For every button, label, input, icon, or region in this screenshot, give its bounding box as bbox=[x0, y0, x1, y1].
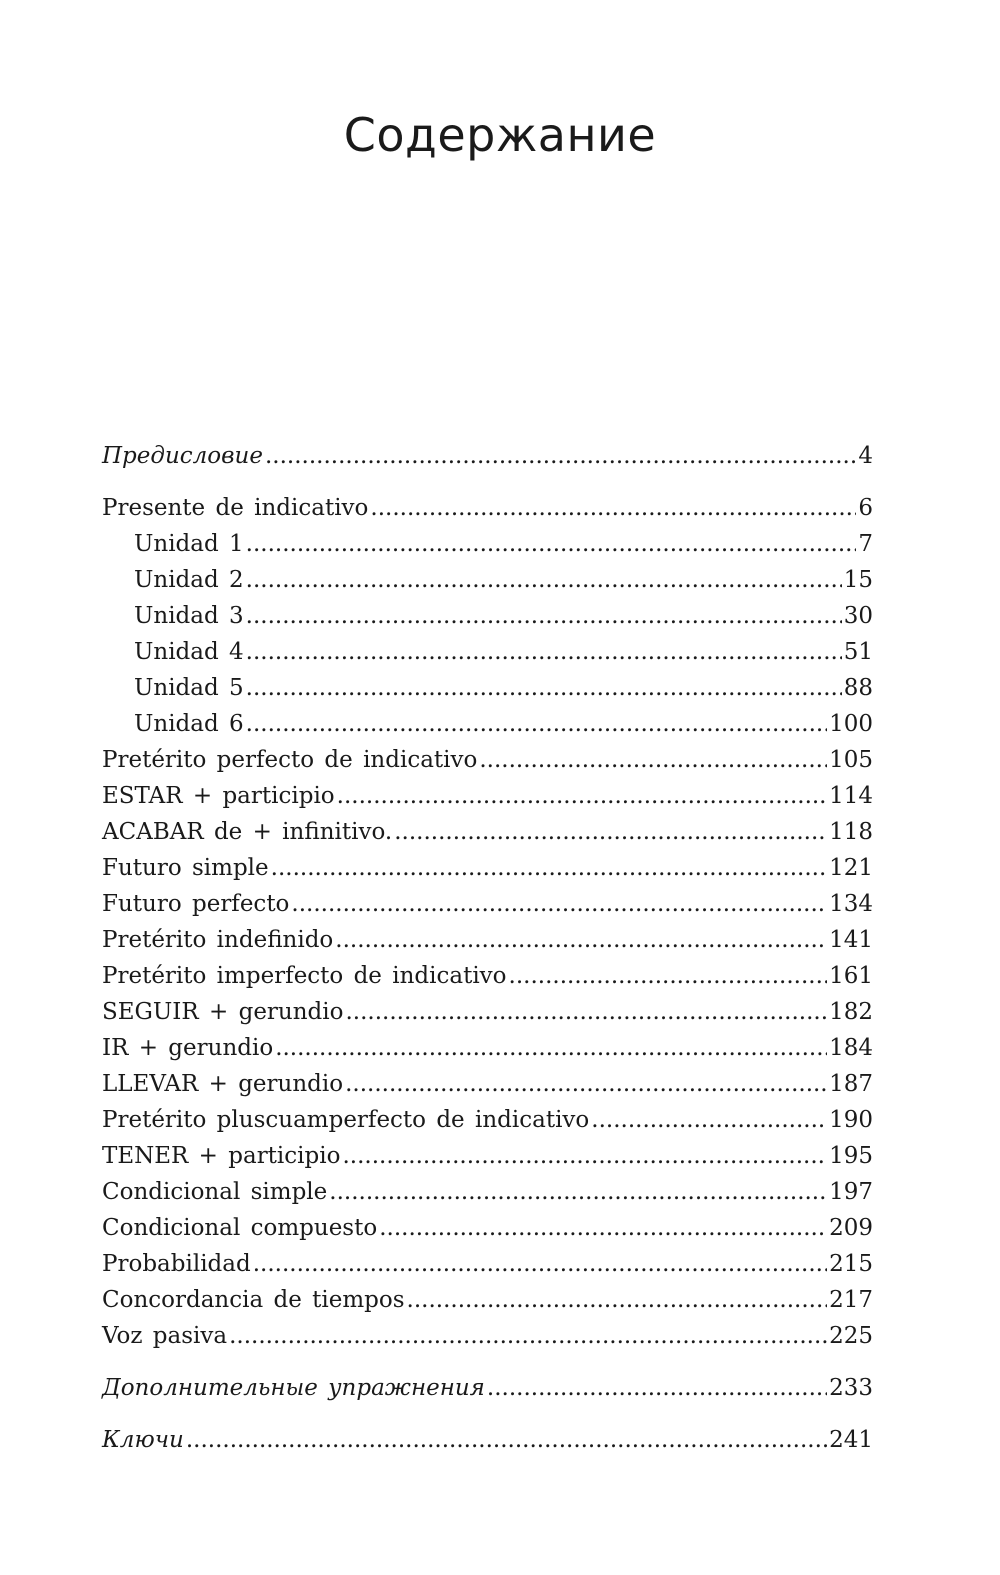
toc-entry-page-number: 15 bbox=[843, 567, 873, 593]
toc-entry-label: Voz pasiva bbox=[102, 1323, 228, 1349]
toc-entry[interactable] bbox=[102, 598, 873, 634]
toc-entry[interactable] bbox=[102, 778, 873, 814]
toc-entry-label: Pretérito perfecto de indicativo bbox=[102, 747, 478, 773]
toc-entry[interactable] bbox=[102, 634, 873, 670]
dot-leader bbox=[335, 922, 827, 958]
toc-entry-label: Condicional compuesto bbox=[102, 1215, 378, 1241]
toc-entry[interactable] bbox=[102, 922, 873, 958]
toc-entry-label: Предисловие bbox=[102, 443, 263, 469]
toc-entry-label: Futuro simple bbox=[102, 855, 269, 881]
toc-entry[interactable] bbox=[102, 1066, 873, 1102]
toc-entry-page-number: 6 bbox=[858, 495, 873, 521]
toc-entry-page-number: 190 bbox=[829, 1107, 873, 1133]
toc-entry[interactable] bbox=[102, 1370, 873, 1406]
dot-leader bbox=[291, 886, 827, 922]
toc-entry[interactable] bbox=[102, 670, 873, 706]
toc-entry-label: IR + gerundio bbox=[102, 1035, 274, 1061]
toc-entry-page-number: 30 bbox=[843, 603, 873, 629]
dot-leader bbox=[186, 1422, 827, 1458]
toc-entry-page-number: 141 bbox=[829, 927, 873, 953]
toc-entry[interactable] bbox=[102, 1174, 873, 1210]
toc-entry-page-number: 233 bbox=[829, 1375, 873, 1401]
toc-entry-label: Unidad 1 bbox=[134, 531, 244, 557]
dot-leader bbox=[591, 1102, 827, 1138]
toc-entry-page-number: 4 bbox=[858, 443, 873, 469]
toc-entry[interactable] bbox=[102, 526, 873, 562]
toc-entry-page-number: 121 bbox=[829, 855, 873, 881]
toc-entry[interactable] bbox=[102, 1210, 873, 1246]
toc-entry[interactable] bbox=[102, 742, 873, 778]
toc-entry-page-number: 7 bbox=[858, 531, 873, 557]
toc-entry-label: SEGUIR + gerundio bbox=[102, 999, 344, 1025]
dot-leader bbox=[479, 742, 827, 778]
toc-entry[interactable] bbox=[102, 438, 873, 474]
dot-leader bbox=[407, 1282, 828, 1318]
toc-entry-label: Pretérito pluscuamperfecto de indicativo bbox=[102, 1107, 590, 1133]
toc-entry-page-number: 182 bbox=[829, 999, 873, 1025]
toc-entry-page-number: 217 bbox=[829, 1287, 873, 1313]
toc-entry-page-number: 209 bbox=[829, 1215, 873, 1241]
toc-entry-page-number: 195 bbox=[829, 1143, 873, 1169]
dot-leader bbox=[275, 1030, 827, 1066]
toc-entry-page-number: 118 bbox=[829, 819, 873, 845]
toc-entry-label: Unidad 4 bbox=[134, 639, 244, 665]
toc-entry-page-number: 51 bbox=[843, 639, 873, 665]
toc-entry-label: Condicional simple bbox=[102, 1179, 328, 1205]
toc-entry-page-number: 197 bbox=[829, 1179, 873, 1205]
toc-entry[interactable] bbox=[102, 1282, 873, 1318]
dot-leader bbox=[370, 490, 856, 526]
dot-leader bbox=[379, 1210, 827, 1246]
toc-entry-label: Probabilidad bbox=[102, 1251, 251, 1277]
toc-entry-label: TENER + participio bbox=[102, 1143, 341, 1169]
dot-leader bbox=[345, 994, 827, 1030]
toc-entry-label: Pretérito imperfecto de indicativo bbox=[102, 963, 507, 989]
dot-leader bbox=[246, 634, 842, 670]
toc-entry-page-number: 225 bbox=[829, 1323, 873, 1349]
dot-leader bbox=[253, 1246, 827, 1282]
dot-leader bbox=[246, 670, 842, 706]
toc-entry[interactable] bbox=[102, 886, 873, 922]
dot-leader bbox=[509, 958, 828, 994]
toc-entry-label: Unidad 2 bbox=[134, 567, 244, 593]
toc-entry-label: Concordancia de tiempos bbox=[102, 1287, 405, 1313]
toc-entry-page-number: 134 bbox=[829, 891, 873, 917]
page-title: Содержание bbox=[343, 108, 657, 162]
dot-leader bbox=[265, 438, 856, 474]
toc-entry-page-number: 100 bbox=[829, 711, 873, 737]
toc-entry-label: LLEVAR + gerundio bbox=[102, 1071, 344, 1097]
dot-leader bbox=[246, 562, 842, 598]
toc-entry[interactable] bbox=[102, 958, 873, 994]
toc-entry-page-number: 241 bbox=[829, 1427, 873, 1453]
toc-entry-label: Unidad 6 bbox=[134, 711, 244, 737]
toc-entry-label: Дополнительные упражнения bbox=[102, 1375, 485, 1401]
toc-entry[interactable] bbox=[102, 1422, 873, 1458]
dot-leader bbox=[329, 1174, 827, 1210]
toc-entry-page-number: 105 bbox=[829, 747, 873, 773]
toc-entry-label: ACABAR de + infinitivo. bbox=[102, 819, 393, 845]
dot-leader bbox=[394, 814, 827, 850]
dot-leader bbox=[271, 850, 827, 886]
toc-entry-label: Unidad 5 bbox=[134, 675, 244, 701]
table-of-contents bbox=[102, 438, 873, 1458]
toc-entry[interactable] bbox=[102, 706, 873, 742]
toc-entry[interactable] bbox=[102, 490, 873, 526]
dot-leader bbox=[342, 1138, 827, 1174]
toc-entry[interactable] bbox=[102, 994, 873, 1030]
dot-leader bbox=[345, 1066, 827, 1102]
toc-entry-page-number: 161 bbox=[829, 963, 873, 989]
dot-leader bbox=[337, 778, 827, 814]
toc-entry-page-number: 215 bbox=[829, 1251, 873, 1277]
dot-leader bbox=[246, 526, 857, 562]
toc-entry-page-number: 114 bbox=[829, 783, 873, 809]
toc-entry[interactable] bbox=[102, 1318, 873, 1354]
toc-entry-page-number: 184 bbox=[829, 1035, 873, 1061]
toc-entry[interactable] bbox=[102, 1102, 873, 1138]
toc-entry-label: Presente de indicativo bbox=[102, 495, 369, 521]
toc-entry-label: Ключи bbox=[102, 1427, 184, 1453]
toc-entry[interactable] bbox=[102, 850, 873, 886]
dot-leader bbox=[229, 1318, 827, 1354]
toc-entry[interactable] bbox=[102, 1030, 873, 1066]
toc-entry-page-number: 187 bbox=[829, 1071, 873, 1097]
dot-leader bbox=[487, 1370, 827, 1406]
dot-leader bbox=[246, 598, 842, 634]
toc-entry[interactable] bbox=[102, 814, 873, 850]
toc-entry-label: ESTAR + participio bbox=[102, 783, 335, 809]
toc-entry[interactable] bbox=[102, 1246, 873, 1282]
toc-entry[interactable] bbox=[102, 1138, 873, 1174]
toc-entry-label: Futuro perfecto bbox=[102, 891, 290, 917]
toc-entry-label: Unidad 3 bbox=[134, 603, 244, 629]
toc-entry[interactable] bbox=[102, 562, 873, 598]
toc-entry-label: Pretérito indefinido bbox=[102, 927, 334, 953]
dot-leader bbox=[246, 706, 827, 742]
toc-entry-page-number: 88 bbox=[843, 675, 873, 701]
